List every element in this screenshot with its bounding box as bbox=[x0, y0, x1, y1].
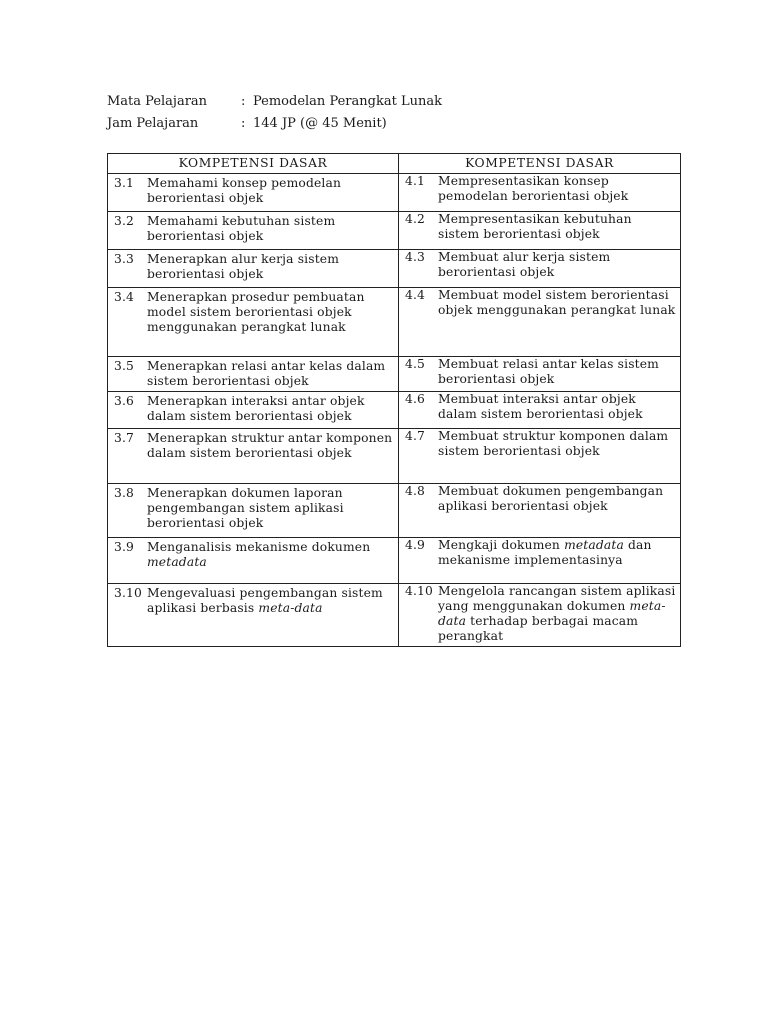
competency-text: Menerapkan interaksi antar objek dalam sistem berorientasi objek bbox=[147, 394, 365, 423]
document-header bbox=[107, 91, 442, 135]
competency-text-part: dan mekanisme implementasinya bbox=[438, 538, 652, 567]
table-row bbox=[108, 429, 681, 484]
table-row bbox=[108, 584, 681, 647]
competency-text bbox=[438, 538, 676, 568]
basic-competency-knowledge bbox=[108, 357, 399, 392]
competency-number: 3.9 bbox=[114, 540, 135, 554]
competency-text-italic: metadata bbox=[147, 555, 207, 569]
competency-number: 3.5 bbox=[114, 359, 135, 373]
competency-text: Menerapkan alur kerja sistem berorientasi objek bbox=[147, 252, 340, 281]
competency-text: Membuat relasi antar kelas sistem berorientasi objek bbox=[438, 357, 659, 386]
competency-text-part: Menganalisis mekanisme dokumen bbox=[147, 540, 371, 554]
competency-number: 3.7 bbox=[114, 431, 135, 445]
competency-number: 4.5 bbox=[405, 357, 426, 371]
competency-number: 4.2 bbox=[405, 212, 426, 226]
competency-text: Mempresentasikan konsep pemodelan berorientasi objek bbox=[438, 174, 629, 203]
competency-number: 4.4 bbox=[405, 288, 426, 302]
competency-text-italic: metadata bbox=[564, 538, 624, 552]
basic-competency-knowledge bbox=[108, 174, 399, 212]
competency-text: Menerapkan prosedur pembuatan model sistem berorientasi objek menggunakan perangkat lunak bbox=[147, 290, 365, 334]
column-header-left: KOMPETENSI DASAR bbox=[108, 154, 399, 174]
competency-number: 3.6 bbox=[114, 394, 135, 408]
table-row bbox=[108, 484, 681, 538]
competency-number: 4.3 bbox=[405, 250, 426, 264]
hours-value: 144 JP (@ 45 Menit) bbox=[253, 116, 387, 131]
competency-text: Menerapkan dokumen laporan pengembangan sistem aplikasi berorientasi objek bbox=[147, 486, 344, 530]
competency-text: Membuat model sistem berorientasi objek menggunakan perangkat lunak bbox=[438, 288, 676, 317]
competency-number: 3.8 bbox=[114, 486, 135, 500]
competency-text: Memahami konsep pemodelan berorientasi objek bbox=[147, 176, 342, 205]
basic-competency-knowledge bbox=[108, 584, 399, 647]
competency-text: Membuat dokumen pengembangan aplikasi berorientasi objek bbox=[438, 484, 664, 513]
table-row bbox=[108, 288, 681, 357]
basic-competency-skill bbox=[399, 288, 681, 357]
basic-competency-skill bbox=[399, 484, 681, 538]
subject-value: Pemodelan Perangkat Lunak bbox=[253, 94, 442, 109]
competency-number: 3.2 bbox=[114, 214, 135, 228]
table-header-row bbox=[108, 154, 681, 174]
table-row bbox=[108, 357, 681, 392]
competency-text: Mempresentasikan kebutuhan sistem berorientasi objek bbox=[438, 212, 632, 241]
basic-competency-skill bbox=[399, 212, 681, 250]
competency-number: 4.10 bbox=[405, 584, 433, 598]
basic-competency-knowledge bbox=[108, 484, 399, 538]
competency-text-part: Mengevaluasi pengembangan sistem aplikasi berbasis bbox=[147, 586, 383, 615]
competency-text: Membuat struktur komponen dalam sistem berorientasi objek bbox=[438, 429, 669, 458]
competency-text: Menerapkan struktur antar komponen dalam sistem berorientasi objek bbox=[147, 431, 393, 460]
basic-competency-knowledge bbox=[108, 538, 399, 584]
competency-text bbox=[147, 586, 394, 616]
competency-number: 3.4 bbox=[114, 290, 135, 304]
basic-competency-skill bbox=[399, 174, 681, 212]
table-row bbox=[108, 212, 681, 250]
basic-competency-knowledge bbox=[108, 392, 399, 429]
competency-number: 3.1 bbox=[114, 176, 135, 190]
table-row bbox=[108, 392, 681, 429]
competency-text-italic: meta-data bbox=[438, 599, 666, 628]
basic-competency-skill bbox=[399, 584, 681, 647]
subject-separator: : bbox=[241, 94, 246, 109]
subject-row bbox=[107, 91, 442, 113]
basic-competency-skill bbox=[399, 250, 681, 288]
table-row bbox=[108, 174, 681, 212]
hours-row bbox=[107, 113, 442, 135]
competency-text-part: terhadap berbagai macam perangkat bbox=[438, 614, 639, 643]
basic-competency-skill bbox=[399, 357, 681, 392]
table-row bbox=[108, 250, 681, 288]
competency-text: Menerapkan relasi antar kelas dalam sistem berorientasi objek bbox=[147, 359, 386, 388]
basic-competency-skill bbox=[399, 429, 681, 484]
basic-competency-knowledge bbox=[108, 250, 399, 288]
basic-competency-knowledge bbox=[108, 212, 399, 250]
competency-text: Membuat interaksi antar objek dalam sistem berorientasi objek bbox=[438, 392, 643, 421]
competency-text bbox=[147, 540, 394, 570]
competency-text: Memahami kebutuhan sistem berorientasi objek bbox=[147, 214, 336, 243]
competency-text bbox=[438, 584, 676, 644]
competency-number: 3.3 bbox=[114, 252, 135, 266]
competency-text-part: Mengelola rancangan sistem aplikasi yang menggunakan dokumen bbox=[438, 584, 676, 613]
competency-number: 4.7 bbox=[405, 429, 426, 443]
competency-text: Membuat alur kerja sistem berorientasi objek bbox=[438, 250, 611, 279]
competency-number: 3.10 bbox=[114, 586, 142, 600]
competency-number: 4.6 bbox=[405, 392, 426, 406]
basic-competency-skill bbox=[399, 538, 681, 584]
basic-competency-knowledge bbox=[108, 288, 399, 357]
competency-table bbox=[107, 153, 681, 647]
hours-label: Jam Pelajaran bbox=[107, 116, 199, 131]
competency-number: 4.8 bbox=[405, 484, 426, 498]
competency-text-part: Mengkaji dokumen bbox=[438, 538, 565, 552]
subject-label: Mata Pelajaran bbox=[107, 94, 208, 109]
competency-number: 4.1 bbox=[405, 174, 426, 188]
column-header-right: KOMPETENSI DASAR bbox=[399, 154, 681, 174]
competency-number: 4.9 bbox=[405, 538, 426, 552]
competency-text-italic: meta-data bbox=[258, 601, 323, 615]
table-row bbox=[108, 538, 681, 584]
hours-separator: : bbox=[241, 116, 246, 131]
basic-competency-skill bbox=[399, 392, 681, 429]
basic-competency-knowledge bbox=[108, 429, 399, 484]
